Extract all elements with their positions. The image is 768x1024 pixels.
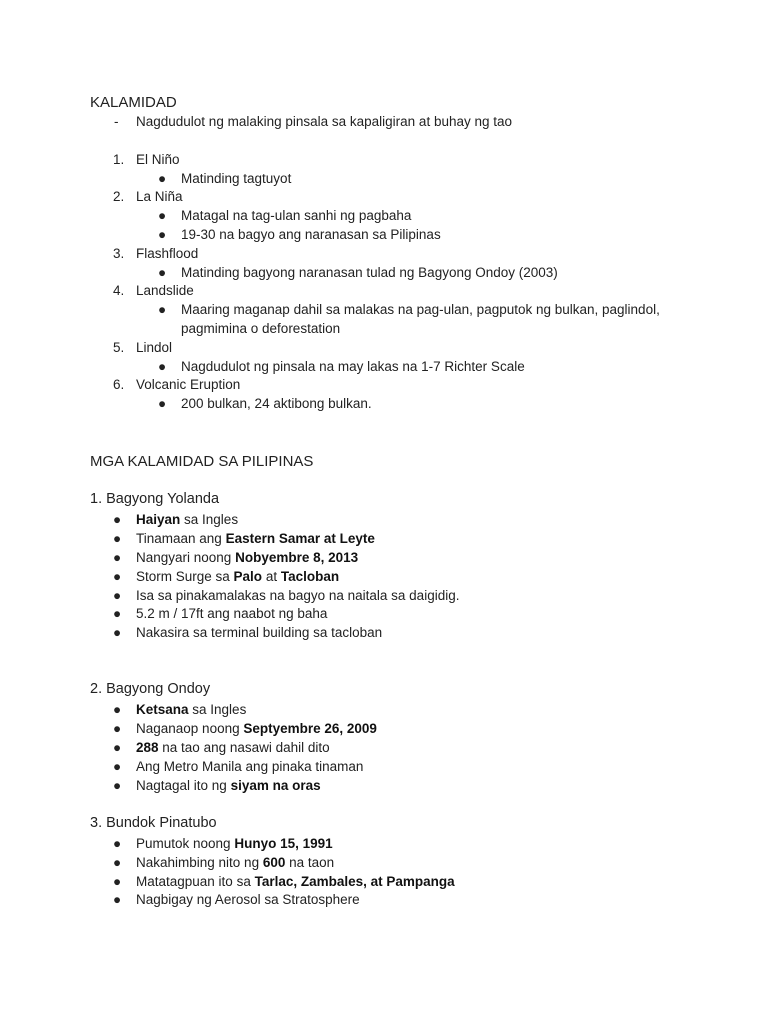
bullet-icon: ● — [113, 606, 122, 621]
bold-text: Eastern Samar at Leyte — [225, 531, 375, 546]
list-item: Isa sa pinakamalakas na bagyo na naitala sa daigidig. — [136, 588, 460, 603]
bullet-icon: ● — [158, 171, 167, 186]
bold-text: 288 — [136, 740, 159, 755]
bold-text: siyam na oras — [230, 778, 321, 793]
text: na tao ang nasawi dahil dito — [158, 740, 330, 755]
subsection-heading-ondoy: 2. Bagyong Ondoy — [90, 681, 211, 697]
bold-text: Palo — [233, 569, 263, 584]
bold-text: 600 — [262, 855, 286, 870]
list-number: 5. — [113, 340, 125, 355]
list-item-bullet: 19-30 na bagyo ang naranasan sa Pilipinas — [181, 227, 441, 242]
bullet-icon: ● — [113, 550, 122, 565]
list-item-title: Lindol — [136, 340, 173, 355]
bullet-icon: ● — [113, 625, 122, 640]
bullet-icon: ● — [158, 208, 167, 223]
list-item: Ang Metro Manila ang pinaka tinaman — [136, 759, 364, 774]
list-item — [136, 853, 334, 872]
list-item: 5.2 m / 17ft ang naabot ng baha — [136, 606, 328, 621]
list-item-bullet: Nagdudulot ng pinsala na may lakas na 1-7 Richter Scale — [181, 359, 525, 374]
list-item-title: Flashflood — [136, 246, 199, 261]
text: at — [262, 569, 281, 584]
text: Matatagpuan ito sa — [136, 874, 255, 889]
bullet-icon: ● — [113, 721, 122, 736]
bullet-icon: ● — [158, 302, 167, 317]
bold-text: Septyembre 26, 2009 — [243, 721, 377, 736]
bullet-icon: ● — [113, 892, 122, 907]
text: sa Ingles — [180, 512, 239, 527]
definition-text: Nagdudulot ng malaking pinsala sa kapaligiran at buhay ng tao — [136, 114, 513, 129]
list-number: 1. — [113, 152, 125, 167]
bullet-icon: ● — [113, 569, 122, 584]
subsection-heading-yolanda: 1. Bagyong Yolanda — [90, 491, 220, 507]
text: Tinamaan ang — [136, 531, 226, 546]
text: Nagtagal ito ng — [136, 778, 231, 793]
text: Nangyari noong — [136, 550, 236, 565]
dash-marker: - — [114, 114, 119, 129]
list-item — [136, 548, 358, 567]
bullet-icon: ● — [158, 265, 167, 280]
bold-text: Tacloban — [280, 569, 340, 584]
list-item — [136, 719, 377, 738]
bullet-icon: ● — [113, 778, 122, 793]
list-item-bullet: 200 bulkan, 24 aktibong bulkan. — [181, 396, 372, 411]
list-item: Nakasira sa terminal building sa tacloban — [136, 625, 383, 640]
bullet-icon: ● — [113, 855, 122, 870]
list-number: 6. — [113, 377, 125, 392]
text: sa Ingles — [188, 702, 247, 717]
bullet-icon: ● — [158, 227, 167, 242]
list-item-bullet: Matinding bagyong naranasan tulad ng Bagyong Ondoy (2003) — [181, 265, 558, 280]
text: Nakahimbing nito ng — [136, 855, 263, 870]
subsection-heading-pinatubo: 3. Bundok Pinatubo — [90, 815, 217, 831]
list-item-bullet: Maaring maganap dahil sa malakas na pag-ulan, pagputok ng bulkan, paglindol, pagmimina o deforestation — [181, 302, 660, 336]
bold-text: Nobyembre 8, 2013 — [235, 550, 359, 565]
text: na taon — [285, 855, 335, 870]
bullet-icon: ● — [158, 359, 167, 374]
bullet-icon: ● — [113, 512, 122, 527]
list-item — [136, 776, 321, 795]
list-item-title: Landslide — [136, 283, 194, 298]
list-number: 2. — [113, 189, 125, 204]
list-item — [136, 834, 333, 853]
list-item-bullet: Matagal na tag-ulan sanhi ng pagbaha — [181, 208, 412, 223]
bold-text: Tarlac, Zambales, at Pampanga — [254, 874, 455, 889]
bullet-icon: ● — [113, 836, 122, 851]
list-item-title: Volcanic Eruption — [136, 377, 241, 392]
list-number: 3. — [113, 246, 125, 261]
text: Naganaop noong — [136, 721, 244, 736]
bullet-icon: ● — [113, 740, 122, 755]
section-title-kalamidad: KALAMIDAD — [90, 94, 177, 111]
list-item-bullet: Matinding tagtuyot — [181, 171, 292, 186]
list-number: 4. — [113, 283, 125, 298]
list-item — [136, 700, 246, 719]
text: Pumutok noong — [136, 836, 235, 851]
bullet-icon: ● — [113, 759, 122, 774]
bold-text: Ketsana — [136, 702, 189, 717]
list-item: Nagbigay ng Aerosol sa Stratosphere — [136, 892, 360, 907]
text: Storm Surge sa — [136, 569, 234, 584]
bullet-icon: ● — [113, 531, 122, 546]
section-title-pilipinas: MGA KALAMIDAD SA PILIPINAS — [90, 453, 314, 470]
bullet-icon: ● — [113, 702, 122, 717]
bullet-icon: ● — [113, 588, 122, 603]
bold-text: Haiyan — [136, 512, 181, 527]
list-item-title: La Niña — [136, 189, 183, 204]
list-item-title: El Niño — [136, 152, 180, 167]
list-item — [136, 510, 238, 529]
bold-text: Hunyo 15, 1991 — [234, 836, 333, 851]
list-item — [136, 567, 339, 586]
list-item — [136, 529, 375, 548]
bullet-icon: ● — [158, 396, 167, 411]
bullet-icon: ● — [113, 874, 122, 889]
list-item — [136, 738, 330, 757]
list-item — [136, 872, 455, 891]
